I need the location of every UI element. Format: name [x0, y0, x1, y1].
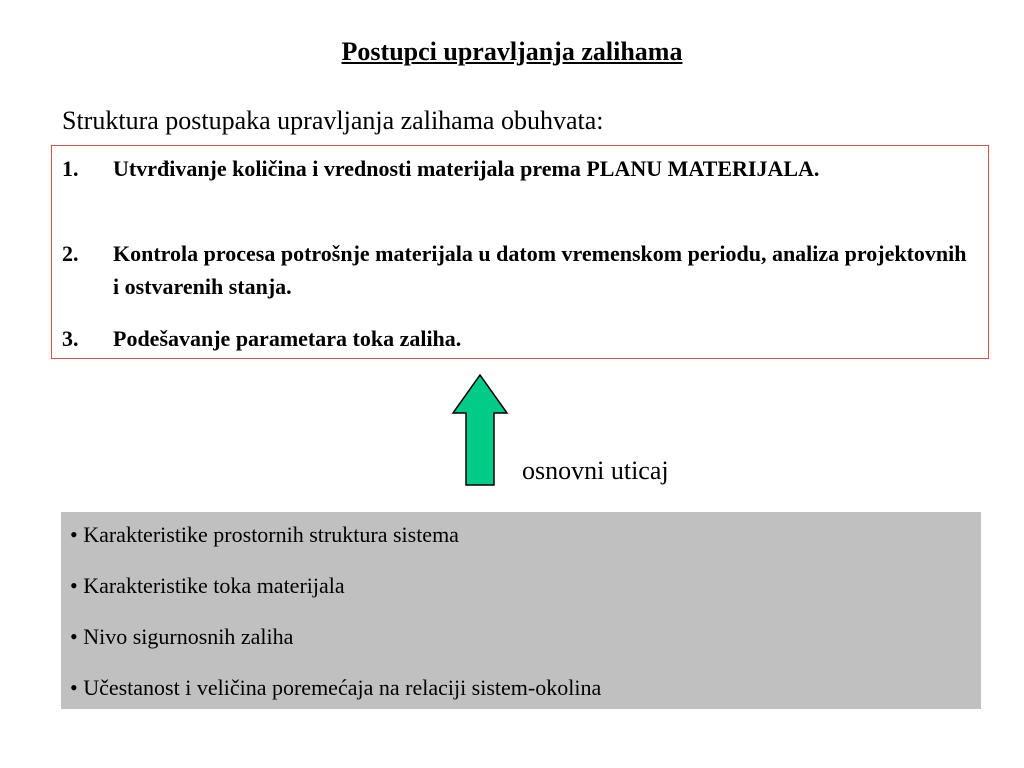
up-arrow-icon	[450, 373, 510, 487]
step-text: Kontrola procesa potrošnje materijala u datom vremenskom periodu, analiza projektovnih i ostvarenih stanja.	[113, 241, 967, 299]
page-title: Postupci upravljanja zalihama	[341, 37, 683, 66]
influence-label: osnovni uticaj	[522, 456, 669, 485]
step-number: 1.	[62, 156, 79, 181]
factor-item: • Nivo sigurnosnih zaliha	[70, 624, 294, 649]
step-number: 3.	[62, 326, 79, 351]
factor-item: • Karakteristike prostornih struktura sistema	[70, 522, 459, 547]
step-item	[62, 237, 974, 303]
up-arrow-shape	[453, 375, 507, 485]
subtitle: Struktura postupaka upravljanja zalihama obuhvata:	[62, 106, 604, 135]
step-item	[62, 152, 974, 185]
factors-box	[61, 512, 981, 709]
step-number: 2.	[62, 241, 79, 266]
factor-item: • Učestanost i veličina poremećaja na relaciji sistem-okolina	[70, 675, 602, 700]
factor-item: • Karakteristike toka materijala	[70, 573, 345, 598]
step-text: Podešavanje parametara toka zaliha.	[113, 326, 462, 351]
step-text: Utvrđivanje količina i vrednosti materijala prema PLANU MATERIJALA.	[113, 156, 820, 181]
step-item	[62, 322, 974, 355]
steps-box	[51, 145, 989, 359]
